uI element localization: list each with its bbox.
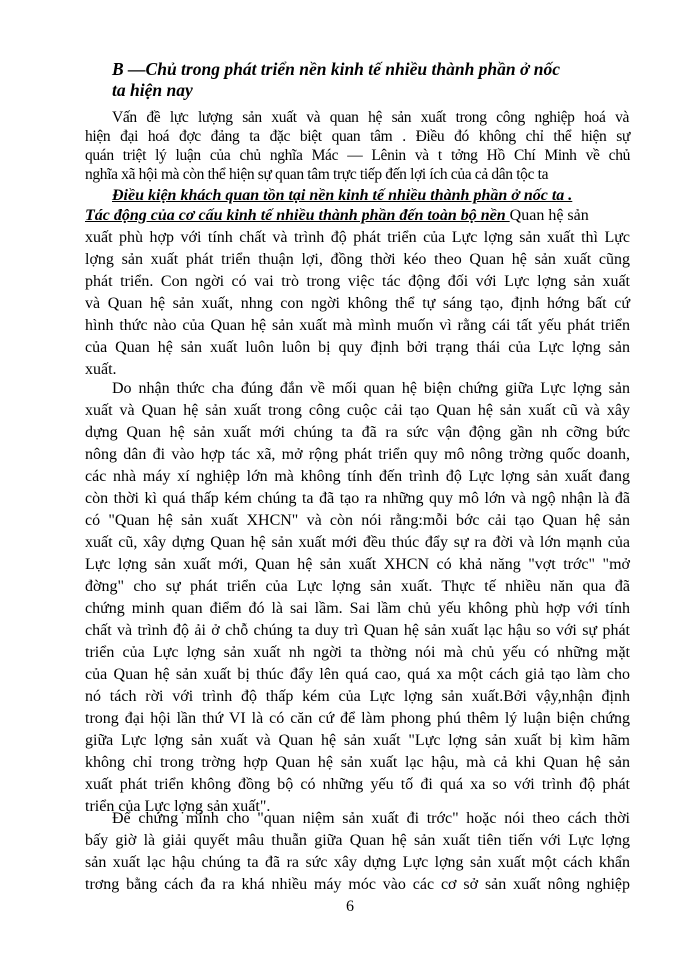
intro-line-2: hiện đại hoá đợc đảng ta đặc biệt quan tâm . Điều đó không chỉ thể hiện sự xyxy=(85,128,630,145)
subheading-underlined: Tác động của cơ cấu kinh tế nhiều thành phần đến toàn bộ nền xyxy=(85,207,510,224)
para2-line-1: Do nhận thức cha đúng đắn về mối quan hệ biện chứng giữa Lực lợng sản xyxy=(112,380,630,397)
para2-line-20: triển của Lực lợng sản xuất". xyxy=(85,798,271,815)
subheading-line-1: Điều kiện khách quan tồn tại nền kinh tế nhiều thành phần ở nốc ta . xyxy=(112,187,573,204)
para3-line-4: trơng bằng cách đa ra khá nhiều máy móc vào các cơ sở sản xuất nông nghiệp xyxy=(85,876,630,893)
para2-line-3: dựng Quan hệ sản xuất mới chúng ta đã ra sức vận động gần nh cỡng bức xyxy=(85,424,630,441)
para1-line-2: lợng sản xuất phát triển thuận lợi, đồng thời kéo theo Quan hệ sản xuất cũng xyxy=(85,251,630,268)
para3-line-1: Để chứng minh cho "quan niệm sản xuất đi trớc" hoặc nói theo cách thời xyxy=(112,810,630,827)
page-number: 6 xyxy=(346,898,354,915)
para2-line-16: trong đại hội lần thứ VI là có căn cứ để làm phong phú thêm lý luận biện chứng xyxy=(85,710,630,727)
para1-line-5: hình thức nào của Quan hệ sản xuất mà mình muốn vì rằng cái tất yếu phát triển xyxy=(85,317,630,334)
section-heading-line-1: B —Chủ trong phát triển nền kinh tế nhiều thành phần ở nốc xyxy=(112,59,561,79)
para1-line-3: phát triển. Con ngời có vai trò trong việc tác động đối với Lực lợng sản xuất xyxy=(85,273,630,290)
intro-line-4: nghĩa xã hội mà còn thể hiện sự quan tâm trực tiếp đến lợi ích của cả dân tộc ta xyxy=(85,166,549,183)
para2-line-12: chất và trình độ ải ở chỗ chúng ta duy trì Quan hệ sản xuất lạc hậu so với sự phát xyxy=(85,622,630,639)
para2-line-5: các nhà máy xí nghiệp lớn mà không tính đến trình độ Lực lợng sản xuất đang xyxy=(85,468,630,485)
para3-line-2: bấy giờ là giải quyết mâu thuẫn giữa Quan hệ sản xuất tiên tiến với Lực lợng xyxy=(85,832,630,849)
section-heading-line-2: ta hiện nay xyxy=(112,80,193,100)
para2-line-17: giữa Lực lợng sản xuất và Quan hệ sản xuất "Lực lợng sản xuất bị kìm hãm xyxy=(85,732,630,749)
para1-line-6: của Quan hệ sản xuất luôn luôn bị quy định bởi trạng thái của Lực lợng sản xyxy=(85,339,630,356)
para1-line-1: xuất phù hợp với tính chất và trình độ phát triển của Lực lợng sản xuất thì Lực xyxy=(85,229,630,246)
para2-line-18: không chỉ trong trờng hợp Quan hệ sản xuất lạc hậu, mà cả khi Quan hệ sản xyxy=(85,754,630,771)
para2-line-6: còn thời kì quá thấp kém chúng ta đã tạo ra những quy mô lớn và ngộ nhận là đã xyxy=(85,490,630,507)
para1-start: Quan hệ sản xyxy=(509,207,589,224)
subheading-line-2 xyxy=(85,205,630,227)
para1-line-7: xuất. xyxy=(85,361,117,378)
para2-line-9: Lực lợng sản xuất mới, Quan hệ sản xuất XHCN có khả năng "vợt trớc" "mở xyxy=(85,556,630,573)
para2-line-8: xuất cũ, xây dựng Quan hệ sản xuất mới đều thúc đẩy sự ra đời và lớn mạnh của xyxy=(85,534,630,551)
para2-line-14: của Quan hệ sản xuất bị thúc đẩy lên quá cao, quá xa một cách giả tạo làm cho xyxy=(85,666,630,683)
intro-line-3: quán triệt lý luận của chủ nghĩa Mác — Lênin và t tởng Hồ Chí Minh về chủ xyxy=(85,147,630,164)
para2-line-15: nó tách rời với trình độ thấp kém của Lực lợng sản xuất.Bởi vậy,nhận định xyxy=(85,688,630,705)
para2-line-4: nông dân đi vào hợp tác xã, mở rộng phát triển quy mô nông trờng quốc doanh, xyxy=(85,446,630,463)
para2-line-7: có "Quan hệ sản xuất XHCN" và còn nói rằng:mỗi bớc cải tạo Quan hệ sản xyxy=(85,512,630,529)
para2-line-10: đờng" cho sự phát triển của Lực lợng sản xuất. Thực tế nhiều năn qua đã xyxy=(85,578,630,595)
para2-line-13: triển của Lực lợng sản xuất nh ngời ta thờng nói mà chủ yếu có những mặt xyxy=(85,644,630,661)
para2-line-11: chứng minh quan điểm đó là sai lầm. Sai lầm chủ yếu không phù hợp với tính xyxy=(85,600,630,617)
para1-line-4: và Quan hệ sản xuất, nhng con ngời không thể tự sáng tạo, định hớng bất cứ xyxy=(85,295,630,312)
para3-line-3: sản xuất lạc hậu chúng ta đã ra sức xây dựng Lực lợng sản xuất một cách khẩn xyxy=(85,854,630,871)
para2-line-19: xuất phát triển không đồng bộ có những yếu tố đi quá xa so với trình độ phát xyxy=(85,776,630,793)
para2-line-2: xuất và Quan hệ sản xuất trong công cuộc cải tạo Quan hệ sản xuất cũ và xây xyxy=(85,402,630,419)
intro-line-1: Vấn đề lực lượng sản xuất và quan hệ sản xuất trong công nghiệp hoá và xyxy=(112,109,629,126)
